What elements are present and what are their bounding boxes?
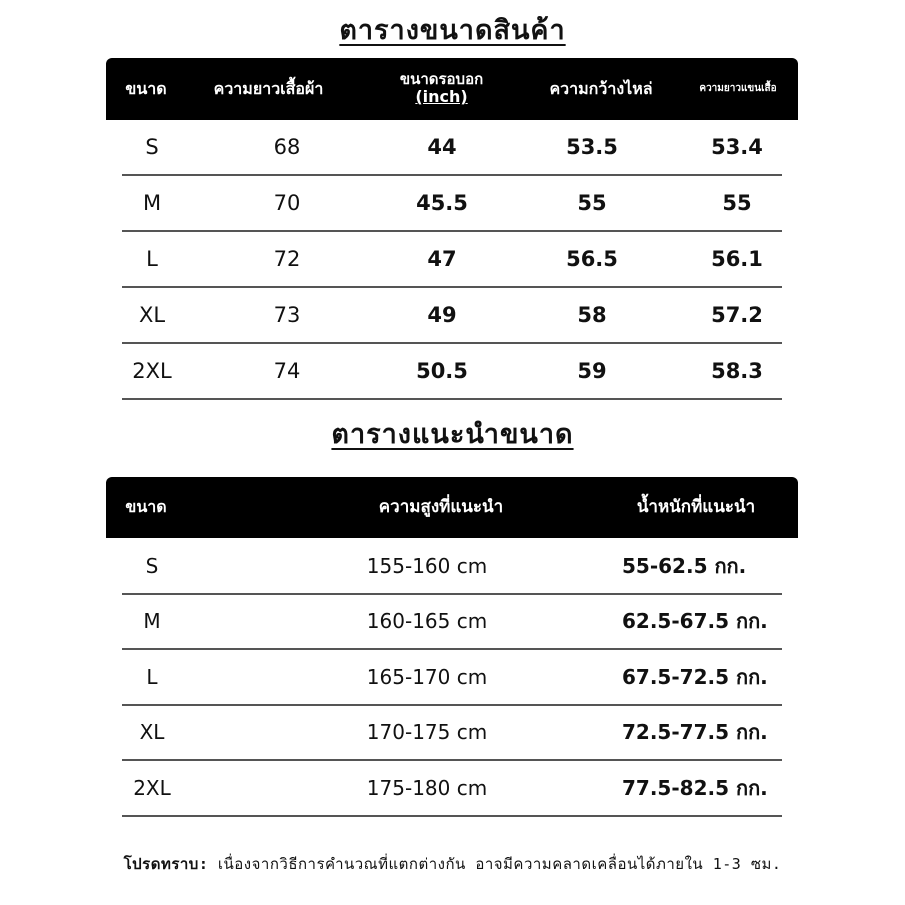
cell-length: 70 <box>273 191 301 215</box>
cell-shoulder: 56.5 <box>566 247 618 271</box>
cell-size: 2XL <box>132 359 172 383</box>
cell-height: 155-160 cm <box>366 553 488 578</box>
cell-chest: 49 <box>427 303 457 327</box>
cell-length: 72 <box>273 247 301 271</box>
recommend-size-table-header <box>106 477 798 538</box>
cell-sleeve: 57.2 <box>711 303 763 327</box>
cell-size: L <box>146 664 158 689</box>
header-chest <box>354 58 529 120</box>
cell-height: 170-175 cm <box>366 720 488 745</box>
note-text: เนื่องจากวิธีการคำนวณที่แตกต่างกัน อาจมีความคลาดเคลื่อนได้ภายใน 1-3 ซม. <box>208 855 782 873</box>
recommend-size-table-title: ตารางแนะนำขนาด <box>331 419 574 450</box>
table-row <box>122 288 782 344</box>
header-shoulder: ความกว้างไหล่ <box>549 78 653 98</box>
cell-height: 160-165 cm <box>366 609 488 634</box>
table-row <box>122 595 782 651</box>
table-row <box>122 539 782 595</box>
note-label: โปรดทราบ: <box>123 855 209 873</box>
header-size: ขนาด <box>125 497 167 517</box>
table-row <box>122 706 782 762</box>
cell-sleeve: 58.3 <box>711 359 763 383</box>
header-weight: น้ำหนักที่แนะนำ <box>636 496 756 517</box>
cell-chest: 47 <box>427 247 457 271</box>
cell-chest: 50.5 <box>416 359 468 383</box>
cell-size: S <box>145 135 159 159</box>
cell-sleeve: 53.4 <box>711 135 763 159</box>
cell-sleeve: 56.1 <box>711 247 763 271</box>
table-row <box>122 176 782 232</box>
table-row <box>122 650 782 706</box>
cell-length: 74 <box>273 359 301 383</box>
cell-chest: 44 <box>427 135 457 159</box>
cell-weight: 67.5-72.5 กก. <box>622 664 768 689</box>
disclaimer-note <box>0 852 905 876</box>
cell-size: XL <box>138 303 166 327</box>
header-size: ขนาด <box>125 78 167 98</box>
cell-size: M <box>142 191 162 215</box>
cell-weight: 55-62.5 กก. <box>622 553 747 578</box>
cell-size: M <box>143 609 161 634</box>
table-row <box>122 344 782 400</box>
cell-weight: 72.5-77.5 กก. <box>622 720 768 745</box>
cell-weight: 77.5-82.5 กก. <box>622 775 768 800</box>
table-row <box>122 761 782 817</box>
cell-chest: 45.5 <box>416 191 468 215</box>
cell-size: L <box>146 247 158 271</box>
cell-length: 68 <box>273 135 301 159</box>
cell-height: 165-170 cm <box>366 664 488 689</box>
cell-size: 2XL <box>133 775 171 800</box>
header-chest-label: ขนาดรอบอก <box>399 70 484 89</box>
cell-length: 73 <box>273 303 301 327</box>
cell-sleeve: 55 <box>722 191 752 215</box>
header-height: ความสูงที่แนะนำ <box>378 496 504 517</box>
cell-shoulder: 58 <box>577 303 607 327</box>
product-size-table-header <box>106 58 798 120</box>
cell-weight: 62.5-67.5 กก. <box>622 609 768 634</box>
header-sleeve: ความยาวแขนเสื้อ <box>699 83 777 95</box>
cell-height: 175-180 cm <box>366 775 488 800</box>
cell-shoulder: 55 <box>577 191 607 215</box>
cell-size: XL <box>139 720 165 745</box>
header-chest-unit: (inch) <box>415 87 468 107</box>
table-row <box>122 120 782 176</box>
table-row <box>122 232 782 288</box>
cell-shoulder: 53.5 <box>566 135 618 159</box>
cell-size: S <box>145 553 159 578</box>
cell-shoulder: 59 <box>577 359 607 383</box>
header-length: ความยาวเสื้อผ้า <box>213 78 324 98</box>
product-size-table-title: ตารางขนาดสินค้า <box>339 15 566 46</box>
